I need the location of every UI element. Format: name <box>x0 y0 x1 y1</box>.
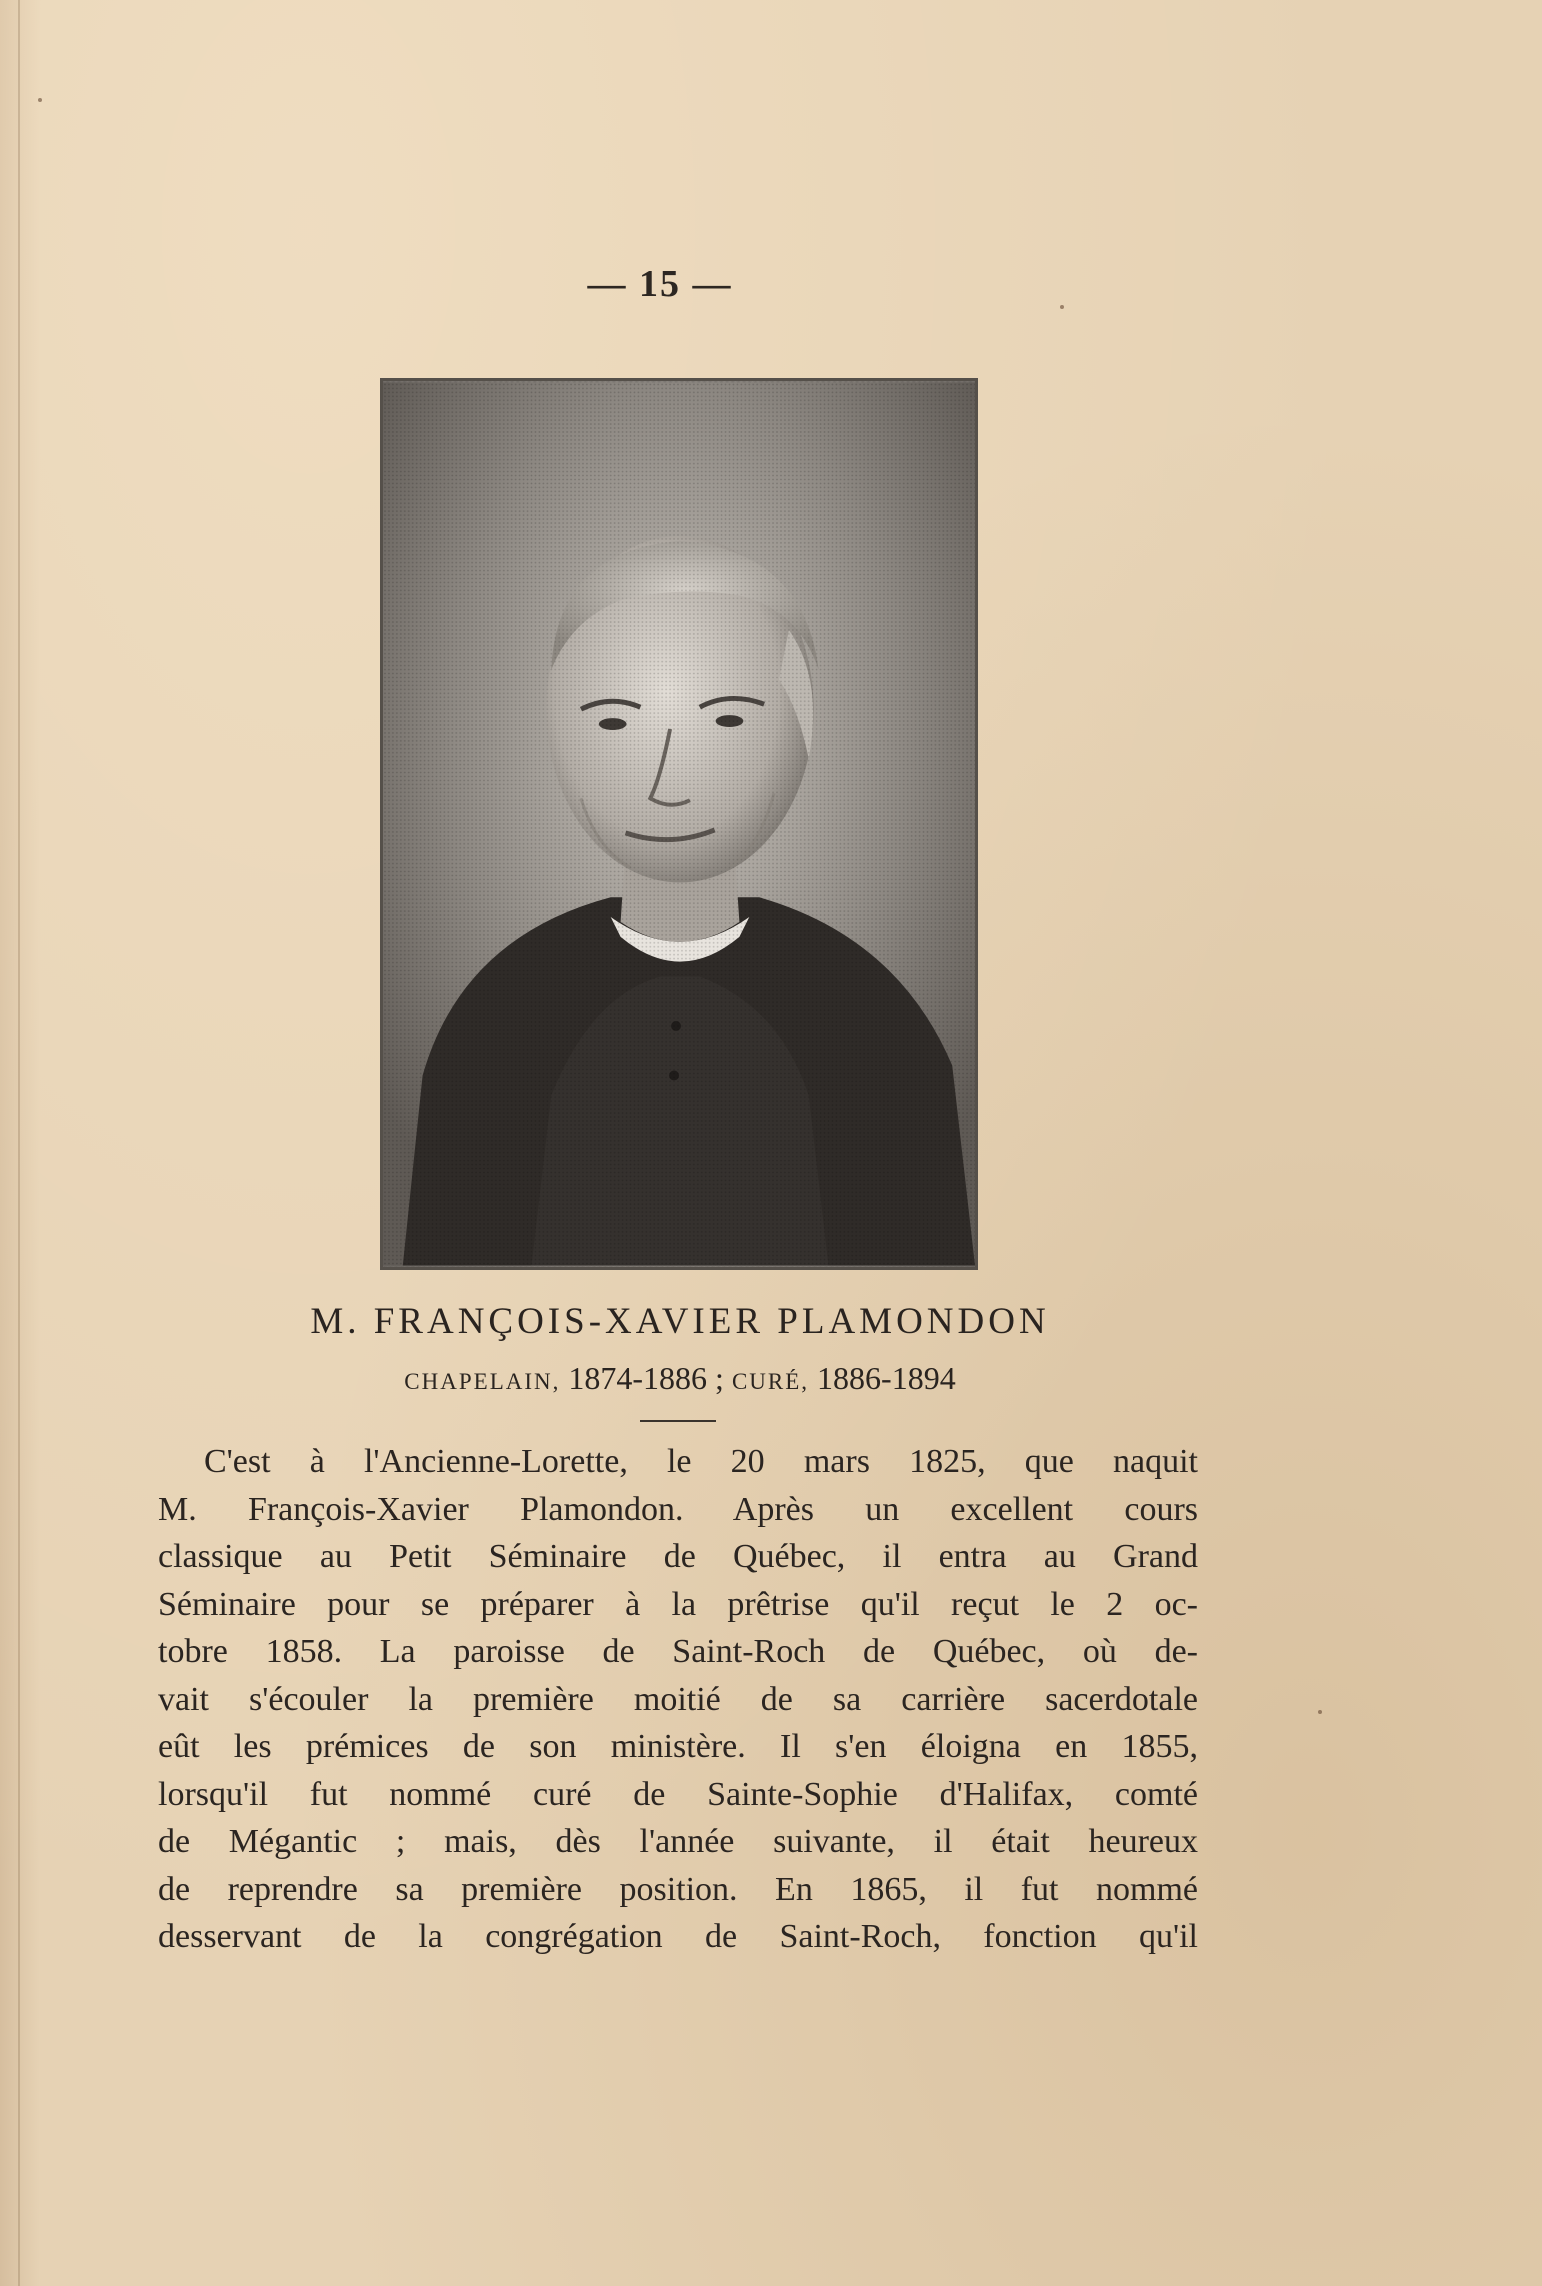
paper-speck <box>1318 1710 1322 1714</box>
paper-speck <box>1060 305 1064 309</box>
body-line: eût les prémices de son ministère. Il s'en éloigna en 1855, <box>158 1728 1198 1765</box>
body-line: de reprendre sa première position. En 1865, il fut nommé <box>158 1870 1198 1908</box>
portrait-image <box>383 381 975 1267</box>
caption-years-chaplain: 1874-1886 ; <box>560 1360 732 1396</box>
body-line: vait s'écouler la première moitié de sa carrière sacerdotale <box>158 1680 1198 1718</box>
caption-role-cure: CURÉ, <box>731 1369 810 1394</box>
body-line: M. François-Xavier Plamondon. Après un excellent cours <box>158 1490 1198 1528</box>
page-edge-shadow <box>18 0 20 2286</box>
portrait-photo <box>380 378 978 1270</box>
caption-years-cure: 1886-1894 <box>809 1360 956 1396</box>
page-number: — 15 — <box>587 263 733 305</box>
body-line: classique au Petit Séminaire de Québec, il entra au Grand <box>158 1538 1198 1575</box>
body-line: tobre 1858. La paroisse de Saint-Roch de Québec, où de- <box>158 1633 1198 1670</box>
portrait-caption-roles <box>200 1360 1160 1397</box>
body-line: C'est à l'Ancienne-Lorette, le 20 mars 1825, que naquit <box>204 1443 1198 1480</box>
body-line: de Mégantic ; mais, dès l'année suivante, il était heureux <box>158 1823 1198 1860</box>
body-paragraph <box>158 1438 1198 1961</box>
caption-role-chaplain: CHAPELAIN, <box>404 1369 561 1394</box>
body-line: Séminaire pour se préparer à la prêtrise qu'il reçut le 2 oc- <box>158 1585 1198 1623</box>
body-line: desservant de la congrégation de Saint-Roch, fonction qu'il <box>158 1918 1198 1955</box>
caption-rule <box>640 1420 716 1422</box>
portrait-caption-name: M. FRANÇOIS-XAVIER PLAMONDON <box>310 1301 1050 1342</box>
body-line: lorsqu'il fut nommé curé de Sainte-Sophie d'Halifax, comté <box>158 1775 1198 1813</box>
paper-speck <box>38 98 42 102</box>
